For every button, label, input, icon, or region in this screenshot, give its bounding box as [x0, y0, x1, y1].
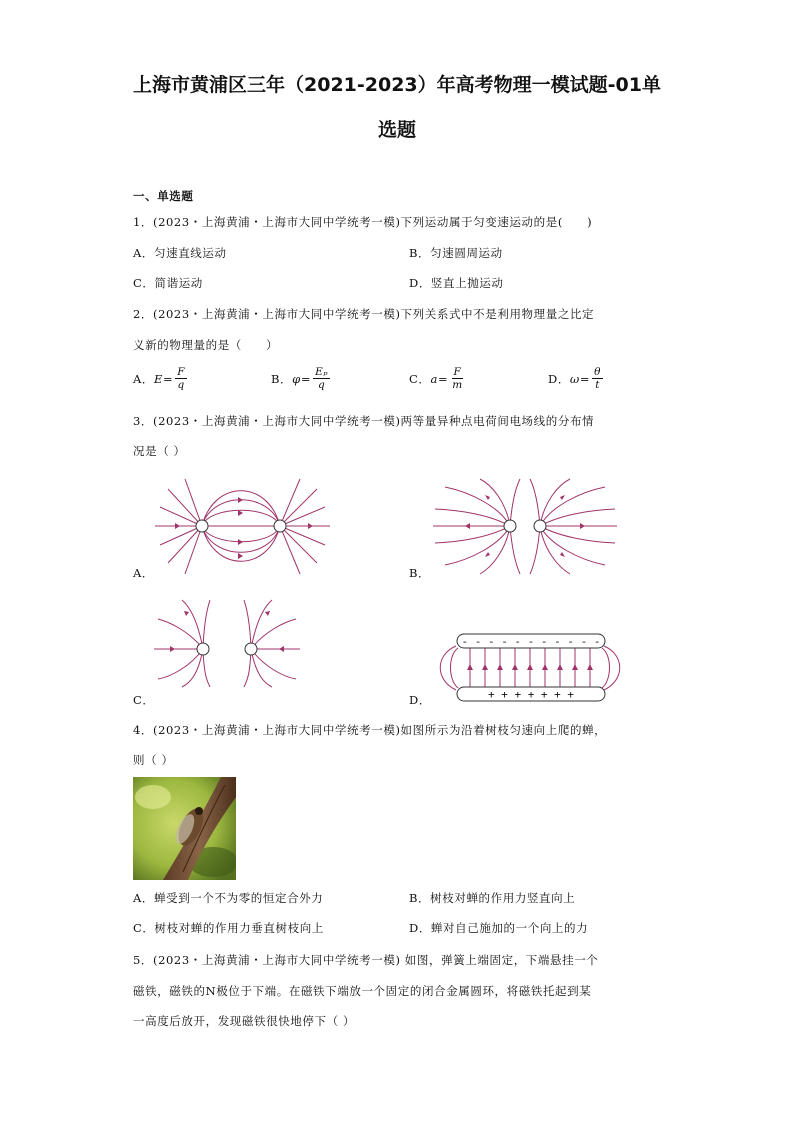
q5-stem-line2: 磁铁，磁铁的N极位于下端。在磁铁下端放一个固定的闭合金属圆环，将磁铁托起到某: [133, 984, 592, 998]
q3-option-a: A．: [133, 566, 155, 580]
q3-stem-line2: 况是（ ）: [133, 444, 186, 458]
q3-option-b: B．: [409, 566, 431, 580]
q4-stem-line2: 则（ ）: [133, 753, 174, 767]
q4-option-b: B．树枝对蝉的作用力竖直向上: [409, 891, 576, 905]
q2-option-c: [409, 366, 467, 391]
doc-title-line2: 选题: [377, 119, 416, 141]
q2-c-num: F: [453, 366, 462, 378]
q2-d-label: D．: [548, 371, 570, 386]
doc-title-line1: 上海市黄浦区三年（2021-2023）年高考物理一模试题-01单: [133, 74, 661, 96]
q2-c-eq: =: [437, 371, 449, 386]
q2-b-fraction: [313, 366, 330, 391]
q2-option-d: [548, 366, 605, 391]
q2-a-den: q: [177, 379, 185, 391]
q2-c-den: m: [452, 379, 463, 391]
q2-d-fraction: [592, 366, 603, 391]
q2-a-eq: =: [163, 371, 174, 386]
q2-c-label: C．: [409, 371, 431, 386]
q1-option-b: B．匀速圆周运动: [409, 246, 503, 260]
q2-c-lhs: a: [430, 371, 438, 386]
section-heading: 一、单选题: [133, 189, 194, 203]
q2-d-eq: =: [579, 371, 591, 386]
q3-option-d: D．: [409, 693, 431, 707]
q5-stem-line3: 一高度后放开，发现磁铁很快地停下（ ）: [133, 1014, 356, 1028]
q3-option-c: C．: [133, 693, 155, 707]
plate-negative-label: - - - - - - - - - - -: [461, 635, 601, 648]
q4-option-d: D．蝉对自己施加的一个向上的力: [409, 921, 589, 935]
q2-d-den: t: [595, 379, 601, 391]
q3-diagram-d: [430, 630, 630, 705]
plate-positive-label: + + + + + + +: [487, 688, 575, 701]
q2-b-label: B．: [271, 371, 293, 386]
q2-d-lhs: ω: [569, 371, 580, 386]
q4-stem-line1: 4．(2023・上海黄浦・上海市大同中学统考一模)如图所示为沿着树枝匀速向上爬的蝉，: [133, 723, 607, 737]
q2-stem-line2: 义新的物理量的是（ ）: [133, 338, 279, 352]
q2-a-label: A．: [133, 371, 155, 386]
q2-b-lhs: φ: [292, 371, 301, 386]
q3-stem-line1: 3．(2023・上海黄浦・上海市大同中学统考一模)两等量异种点电荷间电场线的分布情: [133, 414, 595, 428]
q1-stem: 1．(2023・上海黄浦・上海市大同中学统考一模)下列运动属于匀变速运动的是( ): [133, 215, 593, 229]
q2-c-fraction: [450, 366, 465, 391]
cicada-photo: [133, 777, 236, 880]
q2-d-num: θ: [594, 366, 602, 378]
q2-b-num: Eₚ: [315, 366, 329, 378]
q4-option-c: C．树枝对蝉的作用力垂直树枝向上: [133, 921, 324, 935]
q2-b-den: q: [317, 379, 326, 391]
q2-a-num: F: [177, 366, 186, 378]
q3-diagram-c: [150, 597, 305, 689]
q4-option-a: A．蝉受到一个不为零的恒定合外力: [133, 891, 324, 905]
q2-option-a: [133, 366, 189, 391]
q1-option-d: D．竖直上抛运动: [409, 276, 504, 290]
q2-a-fraction: [175, 366, 187, 391]
q3-diagram-b: [430, 477, 620, 577]
q5-stem-line1: 5．(2023・上海黄浦・上海市大同中学统考一模) 如图，弹簧上端固定，下端悬挂一个: [133, 953, 599, 967]
q1-option-a: A．匀速直线运动: [133, 246, 227, 260]
q2-a-lhs: E: [154, 371, 164, 386]
q1-option-c: C．简谐运动: [133, 276, 203, 290]
q2-option-b: [271, 366, 332, 391]
q2-b-eq: =: [300, 371, 312, 386]
q2-stem-line1: 2．(2023・上海黄浦・上海市大同中学统考一模)下列关系式中不是利用物理量之比定: [133, 307, 595, 321]
q3-diagram-a: [150, 477, 335, 577]
